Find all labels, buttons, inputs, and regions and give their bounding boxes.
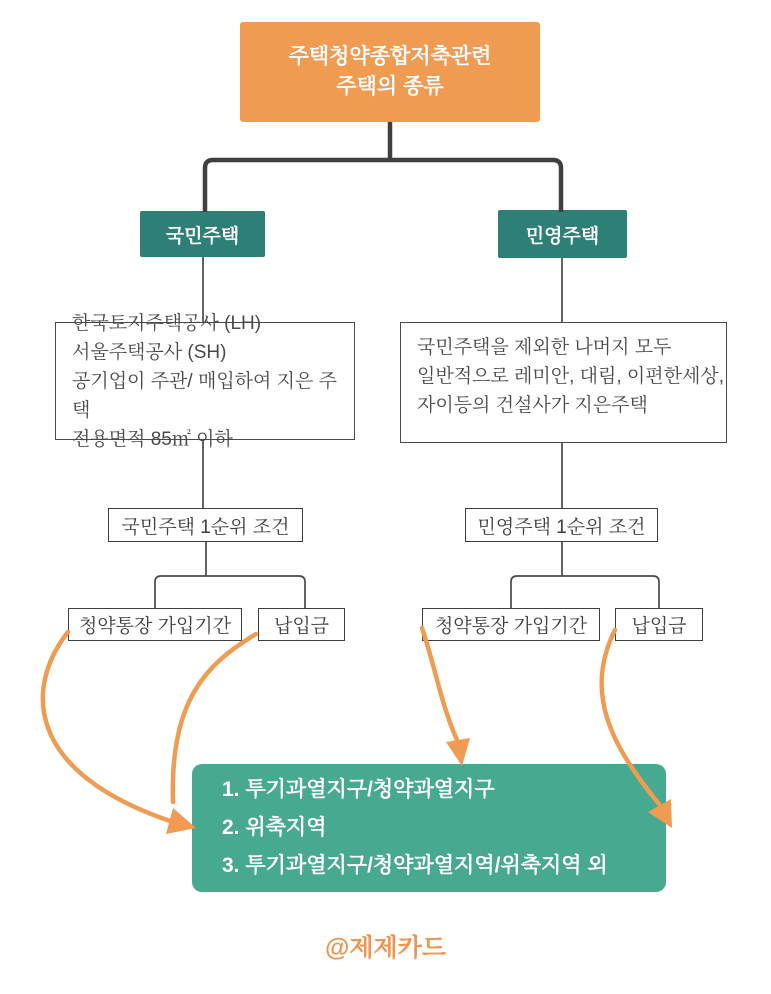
node-private-housing [498, 210, 627, 258]
desc-line: 서울주택공사 (SH) [72, 341, 227, 363]
root-title-line1: 주택청약종합저축관련 [288, 45, 492, 68]
zone-line: 3. 투기과열지구/청약과열지역/위축지역 외 [222, 854, 608, 877]
zone-line: 2. 위축지역 [222, 816, 327, 839]
root-bracket-connector [205, 122, 561, 212]
national-first-priority-condition [108, 508, 303, 542]
root-title-line2: 주택의 종류 [336, 75, 444, 98]
desc-line: 자이등의 건설사가 지은주택 [417, 395, 648, 416]
private-first-priority-condition [465, 508, 658, 542]
desc-line: 공기업이 주관/ 매입하여 지은 주택 [72, 370, 337, 421]
desc-line: 일반적으로 레미안, 대림, 이편한세상, [417, 366, 724, 387]
national-leaf-payment [258, 608, 345, 641]
leaf-label: 납입금 [631, 616, 687, 637]
leaf-label: 청약통장 가입기간 [78, 616, 232, 637]
desc-line: 국민주택을 제외한 나머지 모두 [417, 337, 672, 358]
node-national-housing [140, 211, 265, 257]
arrowhead-top [446, 738, 470, 766]
leaf-label: 납입금 [273, 616, 330, 637]
arrow-left-period-curve [43, 632, 170, 821]
national-housing-description [55, 312, 355, 450]
national-leaf-subscription-period [68, 608, 242, 641]
private-housing-description [400, 322, 727, 443]
credit-watermark: @제제카드 [325, 934, 446, 962]
desc-line: 전용면적 85㎡ 이하 [72, 428, 233, 450]
zone-line: 1. 투기과열지구/청약과열지구 [222, 778, 495, 801]
zone-result-node [192, 764, 666, 892]
root-node-housing-types [240, 22, 540, 122]
national-housing-label: 국민주택 [165, 225, 240, 247]
condition-label: 민영주택 1순위 조건 [477, 516, 646, 538]
arrow-right-period-curve [422, 628, 457, 740]
private-housing-label: 민영주택 [525, 225, 600, 247]
desc-line: 한국토지주택공사 (LH) [72, 312, 262, 334]
private-leaf-payment [615, 608, 703, 641]
leaf-label: 청약통장 가입기간 [434, 616, 588, 637]
condition-label: 국민주택 1순위 조건 [121, 516, 290, 538]
private-leaf-subscription-period [422, 608, 600, 641]
